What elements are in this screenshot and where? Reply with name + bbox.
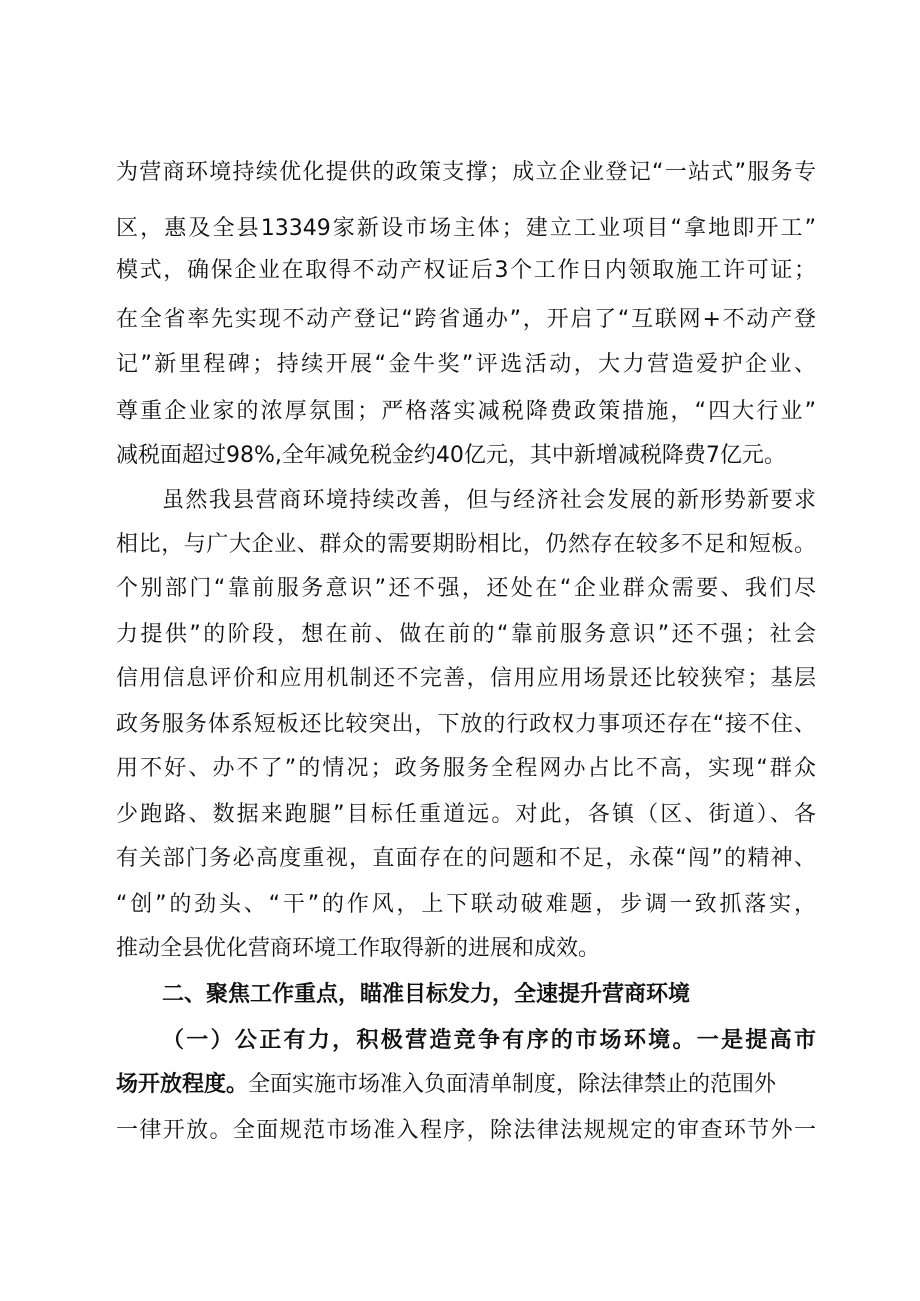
paragraph-line: 减税面超过98%,全年减免税金约40亿元，其中新增减税降费7亿元。 (116, 443, 786, 468)
subsection-heading-line: （一）公正有力，积极营造竞争有序的市场环境。一是提高市 (162, 1028, 816, 1053)
paragraph-line: 政务服务体系短板还比较突出，下放的行政权力事项还存在“接不住、 (116, 712, 816, 737)
paragraph-line: 区，惠及全县13349家新设市场主体；建立工业项目“拿地即开工” (116, 216, 816, 241)
paragraph-line: 模式，确保企业在取得不动产权证后3个工作日内领取施工许可证； (116, 258, 816, 283)
paragraph-line: 有关部门务必高度重视，直面存在的问题和不足，永葆“闯”的精神、 (116, 846, 816, 871)
paragraph-line: 一律开放。全面规范市场准入程序，除法律法规规定的审查环节外一 (116, 1118, 816, 1143)
section-heading: 二、聚焦工作重点，瞄准目标发力，全速提升营商环境 (162, 982, 691, 1007)
paragraph-line-mixed (116, 1070, 816, 1100)
paragraph-line: 力提供”的阶段，想在前、做在前的“靠前服务意识”还不强；社会 (116, 622, 816, 647)
paragraph-line: 在全省率先实现不动产登记“跨省通办”，开启了“互联网+不动产登 (116, 307, 816, 332)
paragraph-line: 记”新里程碑；持续开展“金牛奖”评选活动，大力营造爱护企业、 (116, 352, 816, 377)
paragraph-line: 用不好、办不了”的情况；政务服务全程网办占比不高，实现“群众 (116, 756, 816, 781)
paragraph-line: 信用信息评价和应用机制还不完善，信用应用场景还比较狭窄；基层 (116, 666, 816, 691)
paragraph-line: “创”的劲头、“干”的作风，上下联动破难题，步调一致抓落实， (116, 892, 816, 917)
paragraph-first-line: 虽然我县营商环境持续改善，但与经济社会发展的新形势新要求 (162, 488, 816, 513)
paragraph-line: 为营商环境持续优化提供的政策支撑；成立企业登记“一站式”服务专 (116, 160, 816, 185)
paragraph-line: 相比，与广大企业、群众的需要期盼相比，仍然存在较多不足和短板。 (116, 532, 816, 557)
paragraph-line: 个别部门“靠前服务意识”还不强，还处在“企业群众需要、我们尽 (116, 576, 816, 601)
paragraph-line-tail: 全面实施市场准入负面清单制度，除法律禁止的范围外 (248, 1072, 777, 1097)
paragraph-line: 推动全县优化营商环境工作取得新的进展和成效。 (116, 936, 601, 961)
subsection-heading-tail: 场开放程度。 (116, 1072, 249, 1097)
paragraph-line: 尊重企业家的浓厚氛围；严格落实减税降费政策措施，“四大行业” (116, 399, 816, 424)
paragraph-line: 少跑路、数据来跑腿”目标任重道远。对此，各镇（区、街道）、各 (116, 802, 816, 827)
